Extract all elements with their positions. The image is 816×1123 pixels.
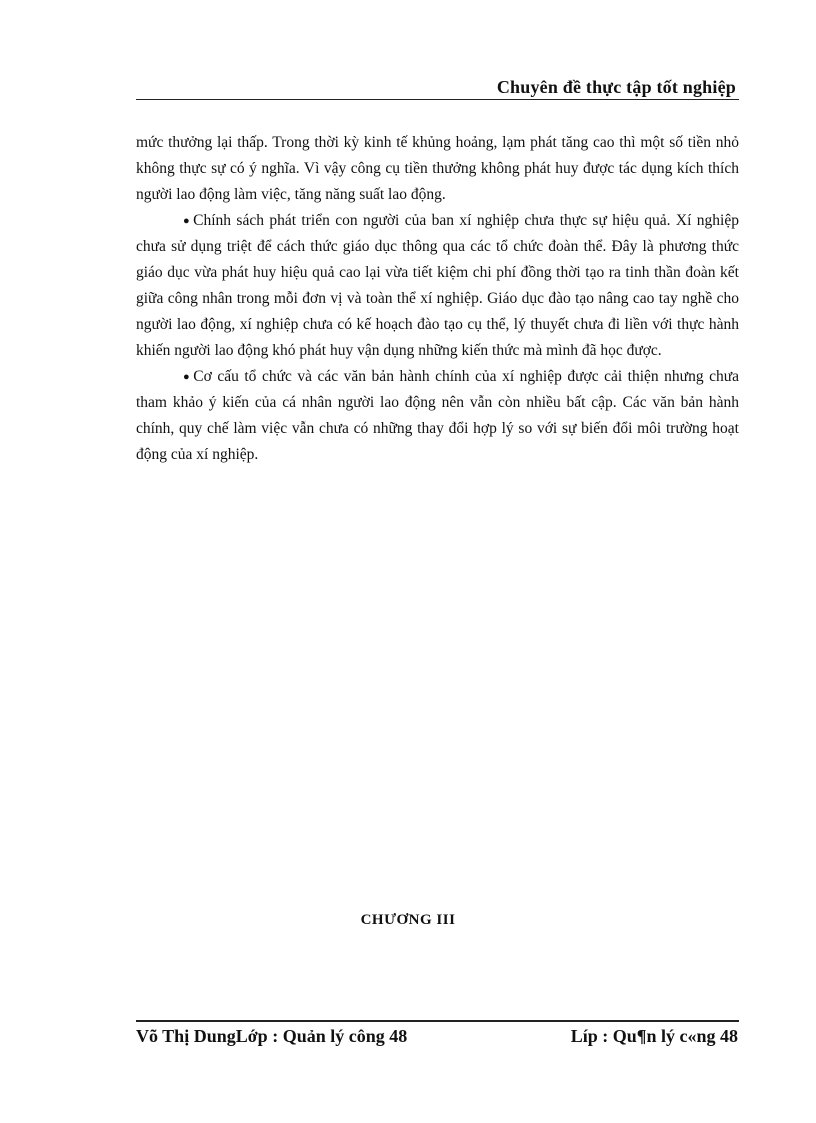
- header-title: Chuyên đề thực tập tốt nghiệp: [496, 77, 736, 97]
- document-body: [136, 130, 739, 468]
- bullet-icon: ●: [183, 215, 192, 227]
- bullet-paragraph-development-policy: [136, 208, 739, 364]
- footer-divider: [136, 1020, 739, 1022]
- footer-author: Võ Thị DungLớp : Quản lý công 48: [136, 1026, 408, 1046]
- header-divider: [136, 99, 739, 100]
- bullet-text: Chính sách phát triển con người của ban xí nghiệp chưa thực sự hiệu quả. Xí nghiệp chưa sử dụng triệt để cách thức giáo dục thông qua các tổ chức đoàn thể. Đây là phương thức giáo dục vừa phát huy hiệu quả cao lại vừa tiết kiệm chi phí đồng thời tạo ra tinh thần đoàn kết giữa công nhân trong mỗi đơn vị và toàn thể xí nghiệp. Giáo dục đào tạo nâng cao tay nghề cho người lao động, xí nghiệp chưa có kế hoạch đào tạo cụ thể, lý thuyết chưa đi liền với thực hành khiến người lao động khó phát huy vận dụng những kiến thức mà mình đã học được.: [136, 212, 739, 359]
- bullet-paragraph-org-structure: [136, 364, 739, 468]
- bullet-text: Cơ cấu tổ chức và các văn bản hành chính của xí nghiệp được cải thiện nhưng chưa tham khảo ý kiến của cá nhân người lao động nên vẫn còn nhiều bất cập. Các văn bản hành chính, quy chế làm việc vẫn chưa có những thay đổi hợp lý so với sự biến đổi môi trường hoạt động của xí nghiệp.: [136, 368, 739, 463]
- bullet-icon: ●: [183, 371, 192, 383]
- paragraph: mức thưởng lại thấp. Trong thời kỳ kinh tế khủng hoảng, lạm phát tăng cao thì một số tiền nhỏ không thực sự có ý nghĩa. Vì vậy công cụ tiền thưởng không phát huy được tác dụng kích thích người lao động làm việc, tăng năng suất lao động.: [136, 134, 739, 203]
- chapter-heading: CHƯƠNG III: [360, 912, 456, 928]
- footer-class: Líp : Qu¶n lý c«ng 48: [570, 1026, 738, 1046]
